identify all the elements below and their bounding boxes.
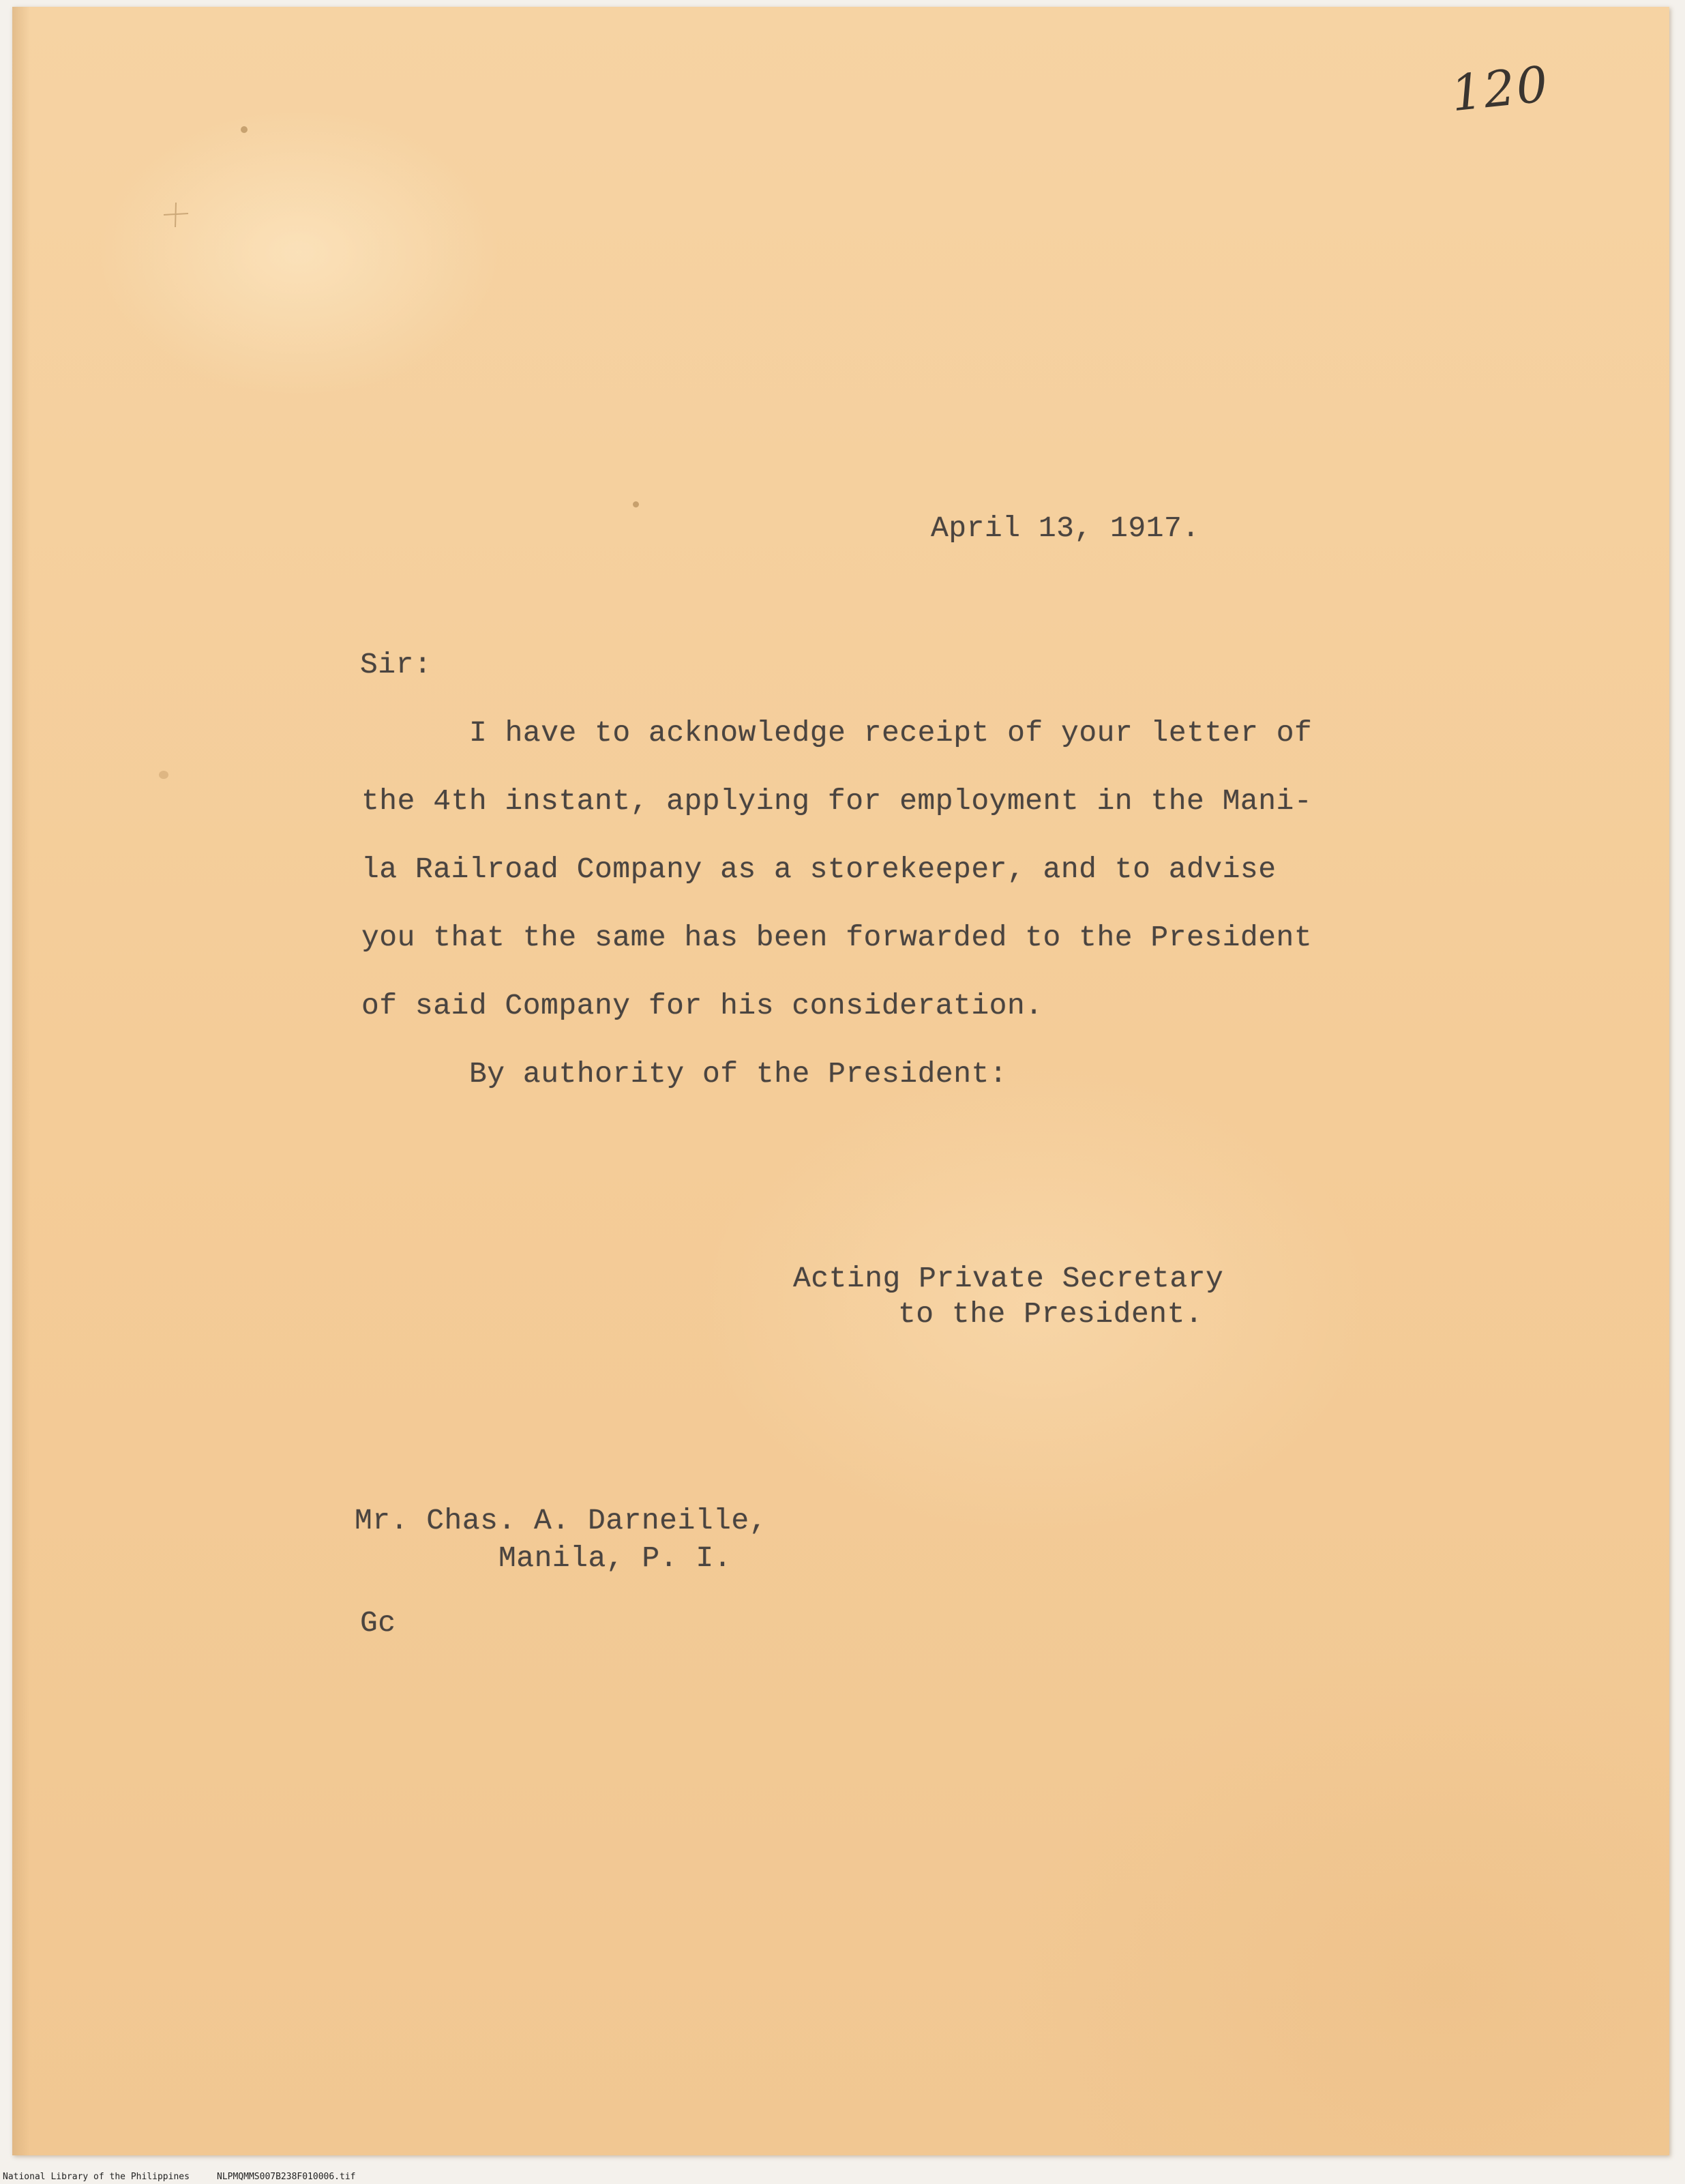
signature-title-line2: to the President.: [898, 1297, 1204, 1331]
handwritten-page-number: 120: [1448, 55, 1552, 123]
body-line: the 4th instant, applying for employment in the Mani-: [361, 784, 1313, 818]
body-line: you that the same has been forwarded to the President: [361, 921, 1313, 954]
crease-mark-icon: [162, 201, 190, 228]
addressee-location: Manila, P. I.: [498, 1541, 732, 1575]
stain-spot: [159, 771, 168, 779]
letter-date: April 13, 1917.: [931, 512, 1200, 545]
salutation: Sir:: [360, 648, 432, 681]
authority-line: By authority of the President:: [469, 1057, 1008, 1091]
addressee-name: Mr. Chas. A. Darneille,: [355, 1504, 767, 1537]
typist-initials: Gc: [360, 1606, 396, 1640]
stain-spot: [633, 501, 639, 507]
stain-spot: [241, 126, 248, 133]
body-line: la Railroad Company as a storekeeper, and to advise: [361, 853, 1277, 886]
footer-source: National Library of the Philippines: [3, 2172, 190, 2182]
signature-title-line1: Acting Private Secretary: [793, 1262, 1224, 1295]
body-line: of said Company for his consideration.: [361, 989, 1043, 1022]
body-line: I have to acknowledge receipt of your letter of: [469, 716, 1313, 750]
footer-file-code: NLPMQMMS007B238F010006.tif: [217, 2172, 356, 2182]
paper-edge-shading: [12, 7, 30, 2155]
